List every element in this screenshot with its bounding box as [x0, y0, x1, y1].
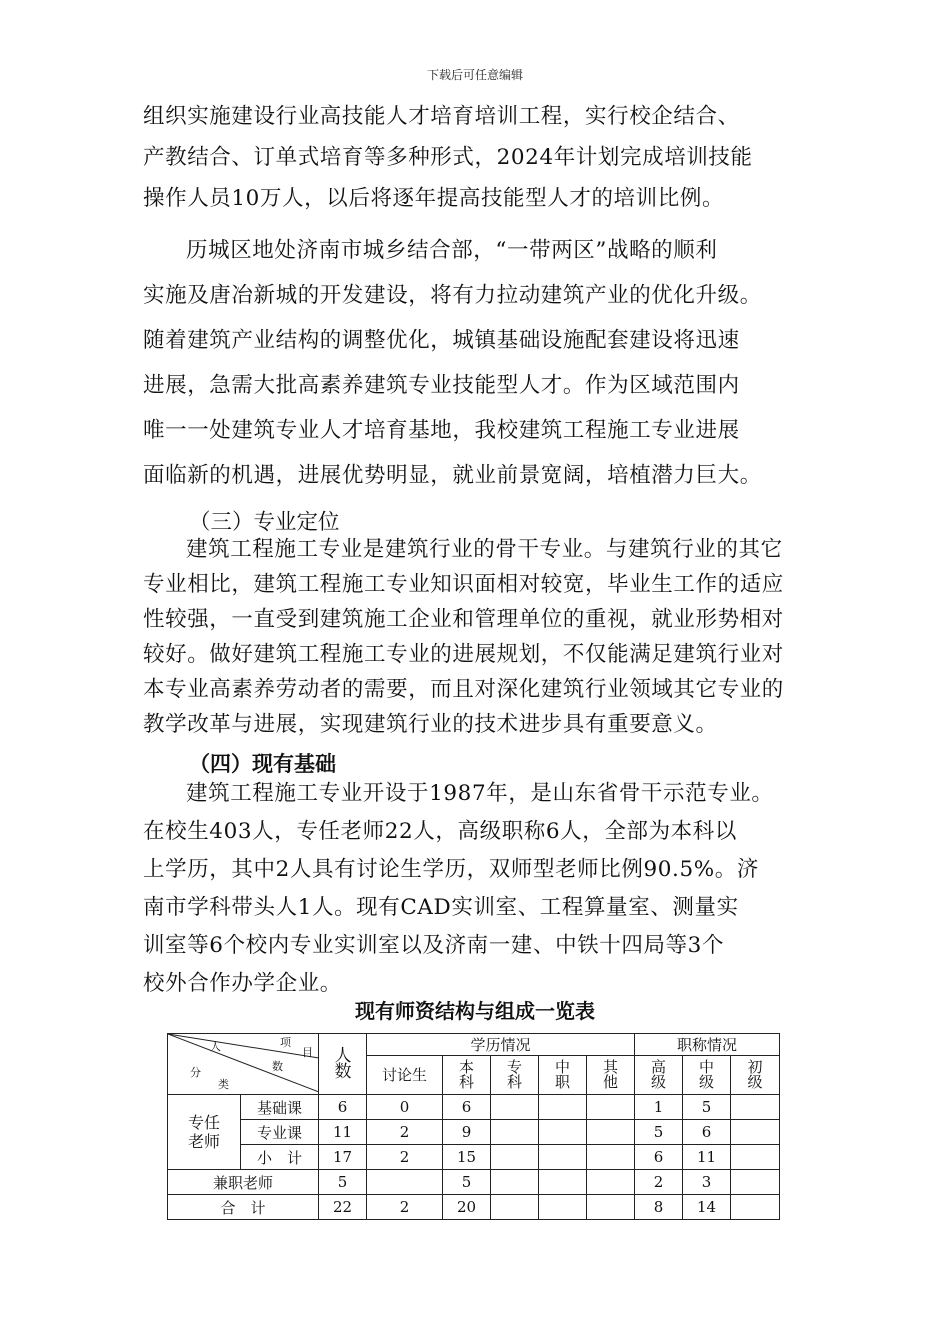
text-line: 上学历，其中2人具有讨论生学历，双师型老师比例90.5%。济	[143, 857, 759, 882]
text-line: 操作人员10万人，以后将逐年提高技能型人才的培训比例。	[143, 186, 725, 211]
table-cell: 5	[443, 1170, 491, 1195]
text-line: 实施及唐冶新城的开发建设，将有力拉动建筑产业的优化升级。	[143, 283, 762, 308]
subheader-zhongji	[683, 1056, 731, 1095]
diagonal-header-cell	[168, 1034, 319, 1095]
table-cell	[491, 1145, 539, 1170]
table-row	[168, 1170, 780, 1195]
text-line: 产教结合、订单式培育等多种形式，2024年计划完成培训技能	[143, 145, 753, 170]
table-cell	[587, 1145, 635, 1170]
text-line: 面临新的机遇，进展优势明显，就业前景宽阔，培植潜力巨大。	[143, 463, 762, 488]
faculty-table	[167, 1033, 780, 1220]
text-line: 本专业高素养劳动者的需要，而且对深化建筑行业领域其它专业的	[143, 677, 784, 702]
text-line: 专业相比，建筑工程施工专业知识面相对较宽，毕业生工作的适应	[143, 572, 784, 597]
table-cell	[539, 1145, 587, 1170]
table-cell	[587, 1120, 635, 1145]
table-cell	[587, 1170, 635, 1195]
table-row	[168, 1195, 780, 1220]
table-cell	[539, 1095, 587, 1120]
table-cell	[367, 1170, 443, 1195]
table-cell	[539, 1170, 587, 1195]
table-cell	[539, 1195, 587, 1220]
table-cell	[731, 1170, 780, 1195]
table-cell	[491, 1120, 539, 1145]
row-label: 合 计	[168, 1195, 319, 1220]
subheader-text: 高级	[650, 1058, 666, 1091]
subheader-taolunsheng: 讨论生	[367, 1056, 443, 1095]
page-header: 下载后可任意编辑	[426, 68, 523, 82]
diag-label: 目	[302, 1046, 313, 1059]
text-line: 唯一一处建筑专业人才培育基地，我校建筑工程施工专业进展	[143, 418, 740, 443]
paragraph-4	[143, 775, 833, 1003]
subheader-benke	[443, 1056, 491, 1095]
subheader-text: 初级	[747, 1058, 763, 1091]
table-cell	[491, 1195, 539, 1220]
table-cell: 5	[683, 1095, 731, 1120]
subheader-zhongzhi	[539, 1056, 587, 1095]
table-cell: 2	[635, 1170, 683, 1195]
table-cell: 6	[319, 1095, 367, 1120]
diag-label: 类	[218, 1078, 229, 1091]
diagonal-lines	[168, 1034, 319, 1092]
table-cell	[731, 1120, 780, 1145]
header-xueli: 学历情况	[367, 1034, 635, 1056]
table-cell: 17	[319, 1145, 367, 1170]
table-cell	[731, 1145, 780, 1170]
subheader-text: 本科	[458, 1058, 474, 1091]
header-zhicheng: 职称情况	[635, 1034, 780, 1056]
table-cell: 8	[635, 1195, 683, 1220]
table-cell: 3	[683, 1170, 731, 1195]
table-cell	[731, 1095, 780, 1120]
table-cell: 2	[367, 1195, 443, 1220]
table-cell: 11	[683, 1145, 731, 1170]
table-cell: 5	[319, 1170, 367, 1195]
table-cell	[587, 1095, 635, 1120]
table-cell: 2	[367, 1145, 443, 1170]
group-zhuanren-text: 专任老师	[187, 1113, 220, 1151]
text-line: 在校生403人，专任老师22人，高级职称6人，全部为本科以	[143, 819, 737, 844]
text-line: 组织实施建设行业高技能人才培育培训工程，实行校企结合、	[143, 104, 740, 129]
group-zhuanren	[168, 1095, 241, 1170]
table-row	[168, 1120, 780, 1145]
table-cell	[587, 1195, 635, 1220]
text-line: 建筑工程施工专业开设于1987年，是山东省骨干示范专业。	[186, 781, 774, 806]
subheader-zhuanke	[491, 1056, 539, 1095]
text-line: 训室等6个校内专业实训室以及济南一建、中铁十四局等3个	[143, 933, 725, 958]
table-cell	[731, 1195, 780, 1220]
text-line: 历城区地处济南市城乡结合部，“一带两区”战略的顺利	[186, 238, 718, 263]
table-caption: 现有师资结构与组成一览表	[355, 999, 595, 1023]
row-label: 专业课	[241, 1120, 319, 1145]
table-row	[168, 1095, 780, 1120]
paragraph-3	[143, 532, 833, 742]
row-label: 基础课	[241, 1095, 319, 1120]
text-line: 进展，急需大批高素养建筑专业技能型人才。作为区域范围内	[143, 373, 740, 398]
diag-label: 项	[280, 1036, 291, 1049]
section-heading-4: （四）现有基础	[189, 752, 336, 776]
subheader-text: 中级	[698, 1058, 714, 1091]
diag-label: 人	[210, 1040, 221, 1053]
row-label: 小 计	[241, 1145, 319, 1170]
table-cell	[491, 1170, 539, 1195]
table-cell: 11	[319, 1120, 367, 1145]
paragraph-1	[143, 96, 833, 219]
subheader-chuji	[731, 1056, 780, 1095]
text-line: 随着建筑产业结构的调整优化，城镇基础设施配套建设将迅速	[143, 328, 740, 353]
table-cell	[539, 1120, 587, 1145]
text-line: 教学改革与进展，实现建筑行业的技术进步具有重要意义。	[143, 712, 718, 737]
table-cell: 1	[635, 1095, 683, 1120]
table-cell: 14	[683, 1195, 731, 1220]
header-renshu	[319, 1034, 367, 1095]
text-line: 性较强，一直受到建筑施工企业和管理单位的重视，就业形势相对	[143, 607, 784, 632]
table-cell: 9	[443, 1120, 491, 1145]
table-cell: 20	[443, 1195, 491, 1220]
text-line: 南市学科带头人1人。现有CAD实训室、工程算量室、测量实	[143, 895, 739, 920]
table-cell: 6	[635, 1145, 683, 1170]
subheader-gaoji	[635, 1056, 683, 1095]
table-cell: 6	[443, 1095, 491, 1120]
subheader-text: 其他	[602, 1058, 618, 1091]
text-line: 较好。做好建筑工程施工专业的进展规划，不仅能满足建筑行业对	[143, 642, 784, 667]
diag-label: 分	[190, 1066, 201, 1079]
table-cell: 15	[443, 1145, 491, 1170]
diag-label: 数	[272, 1060, 283, 1073]
text-line: 校外合作办学企业。	[143, 971, 342, 996]
row-label: 兼职老师	[168, 1170, 319, 1195]
table-cell: 2	[367, 1120, 443, 1145]
subheader-qita	[587, 1056, 635, 1095]
paragraph-2	[143, 228, 833, 498]
table-cell: 6	[683, 1120, 731, 1145]
table-row	[168, 1145, 780, 1170]
text-line: 建筑工程施工专业是建筑行业的骨干专业。与建筑行业的其它	[186, 537, 783, 562]
subheader-text: 专科	[506, 1058, 522, 1091]
section-heading-3: （三）专业定位	[189, 510, 340, 535]
header-renshu-text: 人数	[334, 1046, 352, 1082]
table-cell	[491, 1095, 539, 1120]
table-cell: 0	[367, 1095, 443, 1120]
table-cell: 5	[635, 1120, 683, 1145]
subheader-text: 中职	[554, 1058, 570, 1091]
table-cell: 22	[319, 1195, 367, 1220]
